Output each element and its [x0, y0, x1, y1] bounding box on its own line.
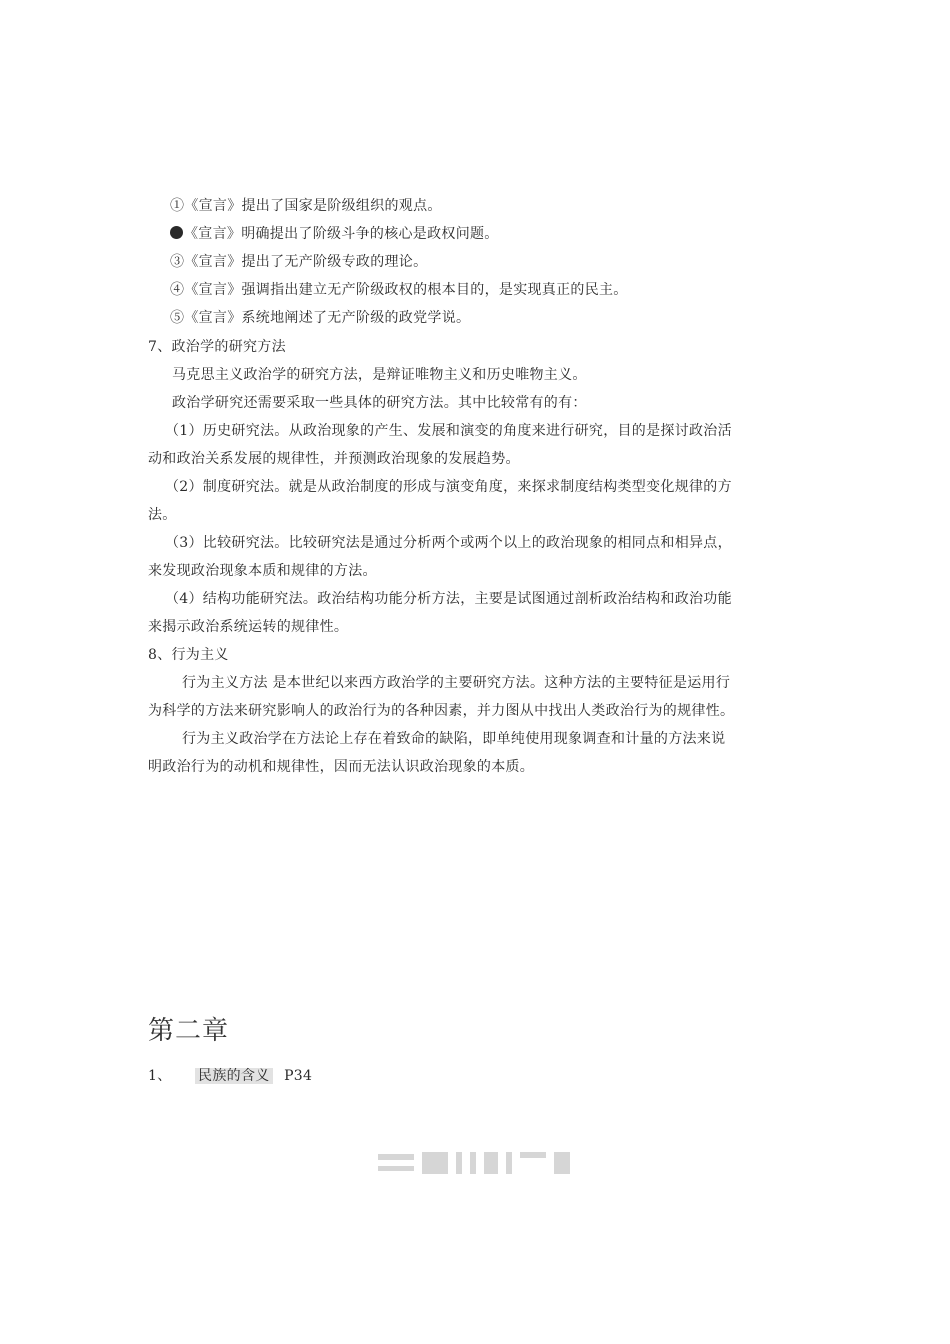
manifesto-item-1	[170, 196, 442, 216]
method-1-line-2: 动和政治关系发展的规律性，并预测政治现象的发展趋势。	[148, 451, 520, 467]
section-7-paragraph-2: 政治学研究还需要采取一些具体的研究方法。其中比较常有的有：	[172, 395, 587, 411]
method-1-line-1: （1）历史研究法。从政治现象的产生、发展和演变的角度来进行研究，目的是探讨政治活	[165, 423, 732, 439]
filled-circle-icon	[170, 226, 183, 239]
item-marker: ④	[170, 282, 185, 298]
chapter-2-item-1	[148, 1066, 312, 1086]
section-8-paragraph-1-line-2: 为科学的方法来研究影响人的政治行为的各种因素，并力图从中找出人类政治行为的规律性。	[148, 703, 735, 719]
manifesto-item-4	[170, 280, 628, 300]
item-text: 《宣言》强调指出建立无产阶级政权的根本目的，是实现真正的民主。	[184, 282, 628, 298]
method-4-line-2: 来揭示政治系统运转的规律性。	[148, 619, 349, 635]
page-reference: P34	[284, 1068, 313, 1084]
item-marker: ③	[170, 254, 185, 270]
item-text: 《宣言》提出了国家是阶级组织的观点。	[184, 198, 442, 214]
manifesto-item-5	[170, 308, 470, 328]
method-4-line-1: （4）结构功能研究法。政治结构功能分析方法，主要是试图通过剖析政治结构和政治功能	[165, 591, 732, 607]
section-8-paragraph-1-line-1: 行为主义方法 是本世纪以来西方政治学的主要研究方法。这种方法的主要特征是运用行	[182, 675, 731, 691]
chapter-title: 第二章	[148, 1016, 230, 1046]
item-number: 1、	[148, 1068, 172, 1084]
section-8-paragraph-2-line-2: 明政治行为的动机和规律性，因而无法认识政治现象的本质。	[148, 759, 535, 775]
method-2-line-2: 法。	[148, 507, 177, 523]
item-text: 《宣言》系统地阐述了无产阶级的政党学说。	[184, 310, 471, 326]
item-marker: ⑤	[170, 310, 185, 326]
item-text: 《宣言》提出了无产阶级专政的理论。	[184, 254, 428, 270]
section-8-paragraph-2-line-1: 行为主义政治学在方法论上存在着致命的缺陷，即单纯使用现象调查和计量的方法来说	[182, 731, 726, 747]
faded-watermark	[378, 1148, 578, 1182]
section-8-heading: 8、行为主义	[148, 647, 229, 663]
section-7-paragraph-1: 马克思主义政治学的研究方法，是辩证唯物主义和历史唯物主义。	[172, 367, 587, 383]
item-text: 《宣言》明确提出了阶级斗争的核心是政权问题。	[184, 226, 499, 242]
highlighted-term: 民族的含义	[195, 1068, 273, 1084]
section-7-heading: 7、政治学的研究方法	[148, 339, 286, 355]
manifesto-item-2	[170, 224, 499, 244]
method-3-line-2: 来发现政治现象本质和规律的方法。	[148, 563, 377, 579]
method-3-line-1: （3）比较研究法。比较研究法是通过分析两个或两个以上的政治现象的相同点和相异点，	[165, 535, 732, 551]
method-2-line-1: （2）制度研究法。就是从政治制度的形成与演变角度，来探求制度结构类型变化规律的方	[165, 479, 732, 495]
manifesto-item-3	[170, 252, 427, 272]
item-marker: ①	[170, 198, 185, 214]
